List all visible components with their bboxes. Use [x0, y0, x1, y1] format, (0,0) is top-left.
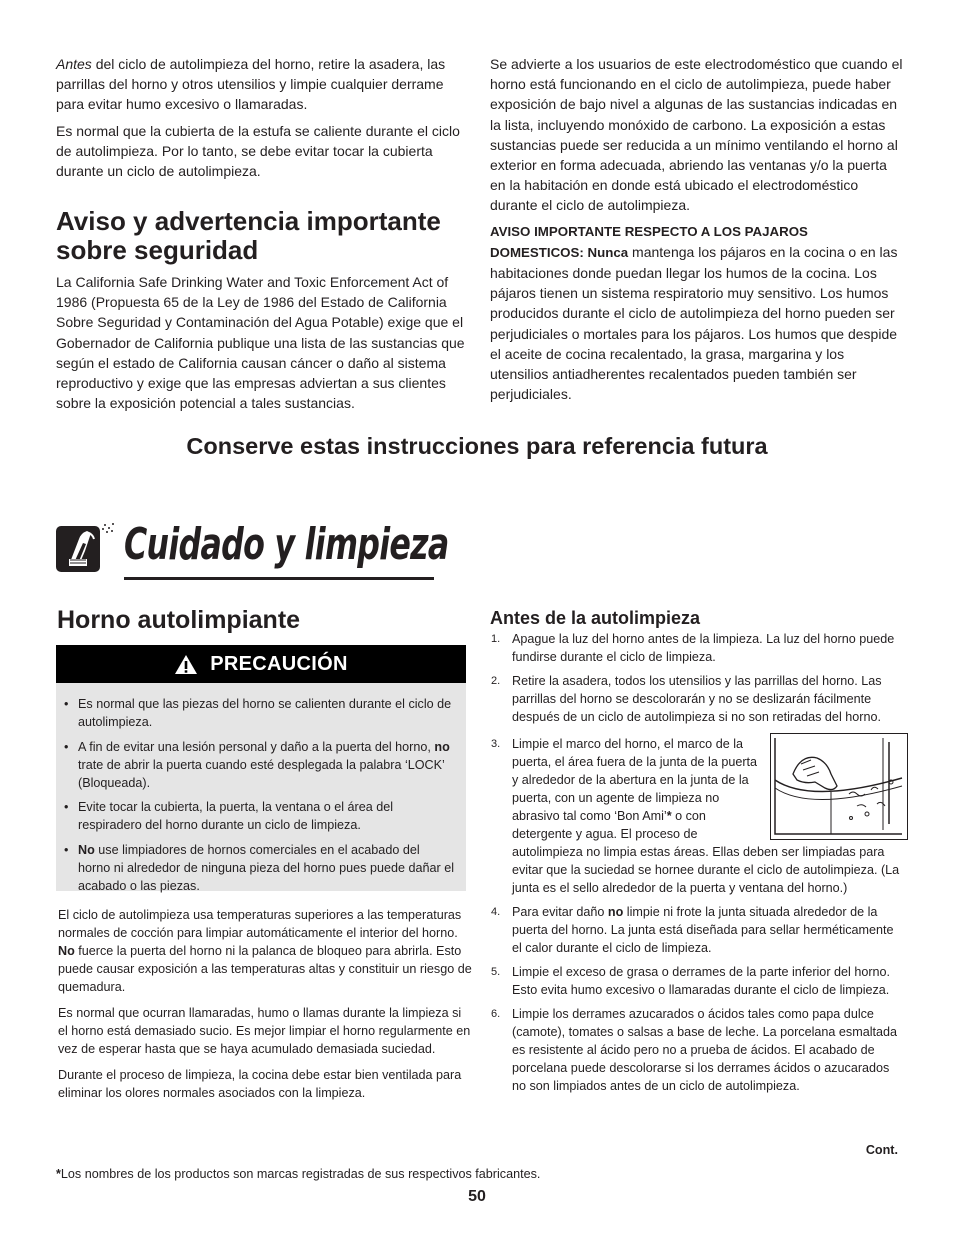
caution-item-pre: A fin de evitar una lesión personal y daño a la puerta del horno, — [78, 739, 435, 754]
self-clean-body — [58, 906, 472, 1102]
step-text-cont: o con detergente y agua. El proceso de autolimpieza no limpia estas áreas. Ellas deben ser limpiadas para evitar que la suciedad se hornee durante el ciclo de autolimpieza. (La junta es el sello alrededor de la puerta y ventana del horno.) — [512, 809, 900, 895]
intro-right — [490, 54, 905, 404]
p1-a: El ciclo de autolimpieza usa temperaturas superiores a las temperaturas normales de cocción para limpiar automáticamente el interior del horno. — [58, 908, 462, 940]
step-number: 4. — [491, 906, 501, 918]
caution-list — [56, 695, 466, 895]
aviso-title-line2: sobre seguridad — [56, 235, 259, 265]
caution-label: PRECAUCIÓN — [210, 652, 348, 675]
footnote-star: * — [56, 1167, 61, 1181]
step-star: * — [666, 809, 672, 823]
intro-text-1: del ciclo de autolimpieza del horno, retire la asadera, las parrillas del horno y otros utensilios y limpie cualquier derrame para evitar humo excesivo o llamaradas. — [56, 56, 446, 113]
caution-item-text: trate de abrir la puerta cuando esté desplegada la palabra ‘LOCK’ (Bloqueada). — [78, 757, 445, 790]
oven-door-illustration — [770, 733, 908, 840]
birds-text: mantenga los pájaros en la cocina o en las habitaciones donde puedan llegar los humos de la cocina. Los pájaros tienen un sistema respiratorio muy sensitivo. Los humos producidos durante el ciclo de autolimpieza del horno pueden ser perjudiciales o mortales para los pájaros. Los humos que despide el aceite de cocina recalentado, la grasa, margarina y los utensilios antiadherentes recalentados pueden también ser perjudiciales. — [490, 243, 898, 403]
aviso-title — [56, 207, 476, 265]
step-bold: no — [607, 905, 624, 919]
step-text: Limpie los derrames azucarados o ácidos tales como papa dulce (camote), tomates o salsas a base de leche. La porcelana esmaltada es resistente al ácido pero no a prueba de ácidos. El acabado de porcelana puede descolorarse si los derrames ácidos o azucarados no son limpiados antes de un ciclo de autolimpieza. — [512, 1007, 898, 1093]
horno-title: Horno autolimpiante — [57, 606, 301, 634]
step-item — [490, 1005, 902, 1095]
caution-header — [56, 645, 466, 683]
step-text: Apague la luz del horno antes de la limpieza. La luz del horno puede fundirse durante el ciclo de limpieza. — [512, 632, 895, 664]
step-item — [490, 963, 902, 999]
step-item — [490, 672, 902, 726]
self-clean-paragraph-1 — [58, 906, 472, 996]
steps-list — [490, 630, 902, 1095]
p1-b: fuerce la puerta del horno ni la palanca de bloqueo para abrirla. Esto puede causar exposición a las temperaturas altas y constituir un riesgo de quemadura. — [58, 944, 472, 994]
self-clean-paragraph-2: Es normal que ocurran llamaradas, humo o llamas durante la limpieza si el horno está demasiado sucio. Es mejor limpiar el horno regularmente en vez de esperar hasta que se haya acumulado demasiada suciedad. — [58, 1006, 471, 1056]
aviso-body: La California Safe Drinking Water and Toxic Enforcement Act of 1986 (Propuesta 65 de la Ley de 1986 del Estado de California Sobre Seguridad y Contaminación del Agua Potable) exige que el Gobernador de California publique una lista de las sustancias que según el estado de California causan cáncer o daño al sistema reproductivo y exige que las empresas adviertan a sus clientes sobre la exposición potencial a tales sustancias. — [56, 274, 465, 412]
caution-item-bold: no — [434, 739, 450, 754]
step-number: 5. — [491, 966, 501, 978]
step-item — [490, 735, 902, 897]
step-text-cont: limpie ni frote la junta situada alrededor de la puerta del horno. La junta está diseñada para sellar herméticamente el calor durante el ciclo de limpieza. — [512, 905, 894, 955]
step-item — [490, 630, 902, 666]
page-number: 50 — [468, 1188, 486, 1205]
caution-item-text: use limpiadores de hornos comerciales en el acabado del horno ni alrededor de ninguna pieza del horno pues puede dañar el acabado o las piezas. — [78, 842, 455, 893]
antes-steps — [490, 630, 902, 1101]
banner-underline — [124, 577, 434, 580]
footnote-text: Los nombres de los productos son marcas registradas de sus respectivos fabricantes. — [60, 1167, 541, 1181]
caution-item — [78, 841, 454, 895]
cleaning-brush-icon — [55, 521, 103, 571]
continued-label: Cont. — [865, 1143, 898, 1157]
intro-left — [56, 54, 468, 181]
step-number: 3. — [491, 738, 501, 750]
conserve-heading: Conserve estas instrucciones para referencia futura — [186, 433, 768, 459]
caution-item — [78, 738, 454, 792]
step-text: Para evitar daño — [512, 905, 608, 919]
intro-paragraph-2: Es normal que la cubierta de la estufa se caliente durante el ciclo de autolimpieza. Por lo tanto, se debe evitar tocar la cubierta durante un ciclo de autolimpieza. — [56, 122, 460, 180]
intro-italic: Antes — [56, 56, 92, 72]
self-clean-paragraph-3: Durante el proceso de limpieza, la cocina debe estar bien ventilada para eliminar los olores normales asociados con la limpieza. — [58, 1068, 462, 1100]
caution-item — [78, 695, 454, 731]
antes-title: Antes de la autolimpieza — [490, 608, 701, 628]
step-text: Limpie el marco del horno, el marco de la puerta, el área fuera de la junta de la puerta y alrededor de la abertura en la junta de la puerta, con un agente de limpieza no abrasivo tal como ‘Bon Ami’ — [512, 737, 758, 823]
caution-item-text: Evite tocar la cubierta, la puerta, la ventana o el área del respiradero del horno durante un ciclo de limpieza. — [78, 800, 394, 832]
aviso-title-line1: Aviso y advertencia importante — [56, 206, 441, 236]
step-text: Limpie el exceso de grasa o derrames de la parte inferior del horno. Esto evita humo excesivo o llamaradas durante el ciclo de limpieza. — [512, 965, 891, 997]
footnote — [56, 1165, 540, 1183]
intro-paragraph-1 — [56, 54, 468, 115]
step-text: Retire la asadera, todos los utensilios y las parrillas del horno. Las parrillas del horno se descolorarán y no se deslizarán fácilmente después de un ciclo de autolimpieza si no son retiradas del horno. — [512, 674, 882, 724]
warning-triangle-icon — [174, 654, 198, 675]
step-number: 1. — [491, 633, 501, 645]
birds-paragraph — [490, 221, 905, 405]
section-banner-title: Cuidado y limpieza — [124, 519, 449, 570]
step-item — [490, 903, 902, 957]
caution-item-text: Es normal que las piezas del horno se calienten durante el ciclo de autolimpieza. — [78, 697, 452, 729]
step-number: 2. — [491, 675, 501, 687]
aviso-section — [56, 207, 476, 413]
caution-item — [78, 798, 454, 834]
conserve-heading-wrap — [0, 433, 954, 460]
caution-item-bold: No — [78, 842, 95, 857]
exposure-paragraph: Se advierte a los usuarios de este electrodoméstico que cuando el horno está funcionando en el ciclo de autolimpieza, puede haber exposición de bajo nivel a algunas de las sustancias indicadas en la lista, incluyendo monóxido de carbono. La exposición a estas sustancias puede ser reducida a un mínimo ventilando el horno al exterior en forma adecuada, abriendo las ventanas y/o la puerta en la habitación en donde está ubicado el electrodoméstico durante el ciclo de autolimpieza. — [490, 56, 903, 214]
step-number: 6. — [491, 1008, 501, 1020]
p1-bold: No — [58, 944, 75, 958]
birds-heading: AVISO IMPORTANTE RESPECTO A LOS PAJAROS DOMESTICOS: Nunca — [490, 223, 808, 260]
caution-box — [56, 645, 466, 891]
